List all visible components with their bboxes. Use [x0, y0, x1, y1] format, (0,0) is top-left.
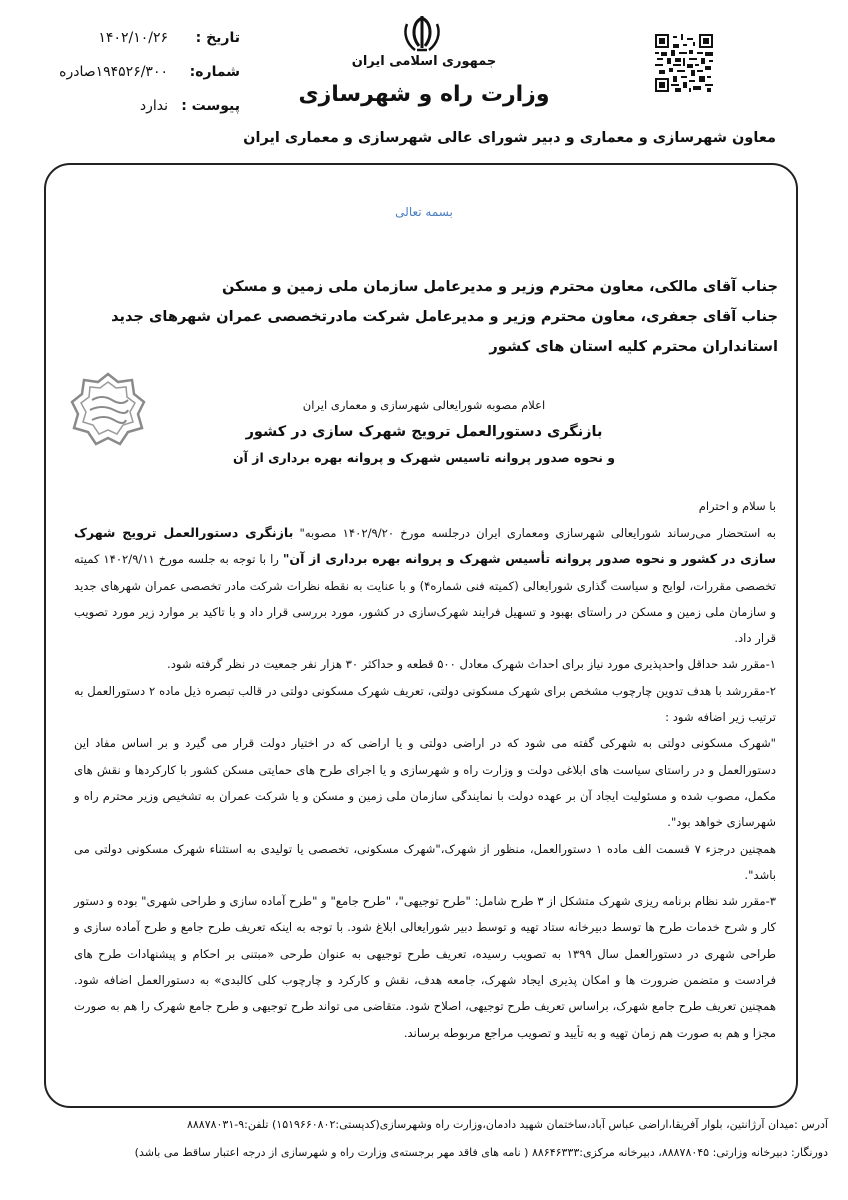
announcement-subtitle: اعلام مصوبه شورایعالی شهرسازی و معماری ایران: [302, 398, 546, 412]
item-2-quote: "شهرک مسکونی دولتی به شهرکی گفته می شود که در اراضی دولتی و یا اراضی که در اختیار دولت قرار می گیرد و بر اساس مفاد این دستورالعمل و در راستای سیاست های ابلاغی دولت و وزارت راه و شهرسازی و یا اجرای طرح های حمایتی مسکن کشور با کارکردها و نقش های مکمل، مصوب شده و مسئولیت ایجاد آن بر عهده دولت با نمایندگی سازمان ملی زمین و مسکن و یا شرکت عمران به تشخیص وزیر محترم راه و شهرسازی خواهد بود".: [74, 736, 776, 830]
greeting: با سلام و احترام: [698, 499, 776, 513]
attachment-value: ندارد: [139, 98, 168, 114]
republic-title: جمهوری اسلامی ایران: [351, 54, 497, 69]
attachment-label: پیوست :: [181, 98, 240, 114]
intro-paragraph: [74, 520, 776, 651]
intro-part-1: به استحضار می‌رساند شورایعالی شهرسازی ومعماری ایران درجلسه مورخ ۱۴۰۲/۹/۲۰ مصوبه": [299, 526, 777, 540]
date-value: ۱۴۰۲/۱۰/۲۶: [98, 30, 168, 46]
item-1: ۱-مقرر شد حداقل واحدپذیری مورد نیاز برای احداث شهرک معادل ۵۰۰ قطعه و حداکثر ۳۰ هزار نفر جمعیت در نظر گرفته شود.: [167, 657, 776, 672]
item-3: ۳-مقرر شد نظام برنامه ریزی شهرک متشکل از ۳ طرح شامل: "طرح توجیهی"، "طرح جامع" و "طرح آماده سازی و طراحی شهری" بوده و دستور کار و شرح خدمات طرح ها توسط دبیرخانه ستاد تهیه و توسط دبیر شورایعالی ابلاغ شود. با توجه به اینکه تعریف طرح جامع و طرح آماده سازی و طراحی شهری در دستورالعمل سال ۱۳۹۹ به تصویب رسیده، تعریف طرح توجیهی به عنوان طرحی «مبتنی بر احکام و پیشنهادات طرح های فرادست و متضمن ضرورت ها و امکان پذیری ایجاد شهرک، جامعه هدف، نقش و کارکرد و چارچوب کلی کالبدی» به دستورالعمل اضافه شود. همچنین تعریف طرح جامع شهرک، براساس تعریف طرح توجیهی، اصلاح شود. متقاضی می تواند طرح توجیهی و طرح جامع شهرک را هم به صورت مجزا و هم به صورت هم زمان تهیه و به تأیید و تصویب مراجع مربوطه برساند.: [74, 894, 776, 1040]
item-2: ۲-مقررشد با هدف تدوین چارچوب مشخص برای شهرک مسکونی دولتی، تعریف شهرک مسکونی دولتی در قالب تبصره ذیل ماده ۲ دستورالعمل به ترتیب زیر اضافه شود :: [74, 683, 776, 725]
qr-code-icon: [655, 34, 713, 92]
footer-fax: دورنگار: دبیرخانه وزارتی: ۸۸۸۷۸۰۴۵، دبیرخانه مرکزی:۸۸۶۴۶۳۳۳ ( نامه های فاقد مهر برجسته‌ی وزارت راه و شهرسازی از درجه اعتبار ساقط می باشد): [134, 1146, 828, 1159]
recipient-3: استانداران محترم کلیه استان های کشور: [489, 338, 778, 355]
intro-part-2: را با توجه به جلسه مورخ ۱۴۰۲/۹/۱۱ کمیته تخصصی مقررات، لوایح و سیاست گذاری شورایعالی (کمیته فنی شماره۴) و با عنایت به نقطه نظرات شرکت مادر تخصصی عمران شهرهای جدید و سازمان ملی زمین و مسکن در راستای بهبود و تسهیل فرایند شهرک‌سازی در کشور، مورد بررسی قرار داد و با تاکید بر موارد زیر مورد تصویب قرار داد.: [74, 552, 776, 646]
letter-meta: [40, 30, 240, 132]
announcement-title: بازنگری دستورالعمل ترویج شهرک سازی در کشور: [245, 424, 603, 440]
recipient-1: جناب آقای مالکی، معاون محترم وزیر و مدیرعامل سازمان ملی زمین و مسکن: [221, 278, 778, 295]
recipient-2: جناب آقای جعفری، معاون محترم وزیر و مدیرعامل شرکت مادرتخصصی عمران شهرهای جدید: [111, 308, 778, 325]
intro-bold-title: بازنگری دستورالعمل ترویج شهرک سازی در کشور و نحوه صدور پروانه تأسیس شهرک و پروانه بهره برداری از آن": [74, 525, 777, 567]
item-2-extra: همچنین درجزء ۷ قسمت الف ماده ۱ دستورالعمل، منظور از شهرک،"شهرک مسکونی، تخصصی یا تولیدی به استثناء شهرک مسکونی دولتی می باشد".: [74, 841, 776, 882]
ministry-title: وزارت راه و شهرسازی: [298, 82, 550, 107]
bismillah: بسمه تعالی: [395, 205, 453, 219]
iran-emblem-icon: [399, 14, 445, 54]
number-value: ۱۹۴۵۲۶/۳۰۰صادره: [59, 64, 168, 80]
announcement-title-2: و نحوه صدور پروانه تاسیس شهرک و پروانه بهره برداری از آن: [232, 450, 616, 465]
deputy-line: معاون شهرسازی و معماری و دبیر شورای عالی شهرسازی و معماری ایران: [243, 130, 776, 146]
footer-address: آدرس :میدان آرژانتین، بلوار آفریقا،اراضی عباس آباد،ساختمان شهید دادمان،وزارت راه وشهرسازی(کدپستی:۱۵۱۹۶۶۰۸۰۲) تلفن:۹-۸۸۸۷۸۰۳۱: [186, 1118, 828, 1131]
date-label: تاریخ :: [195, 30, 240, 46]
letter-body: [74, 520, 776, 1046]
number-label: شماره:: [189, 64, 240, 80]
